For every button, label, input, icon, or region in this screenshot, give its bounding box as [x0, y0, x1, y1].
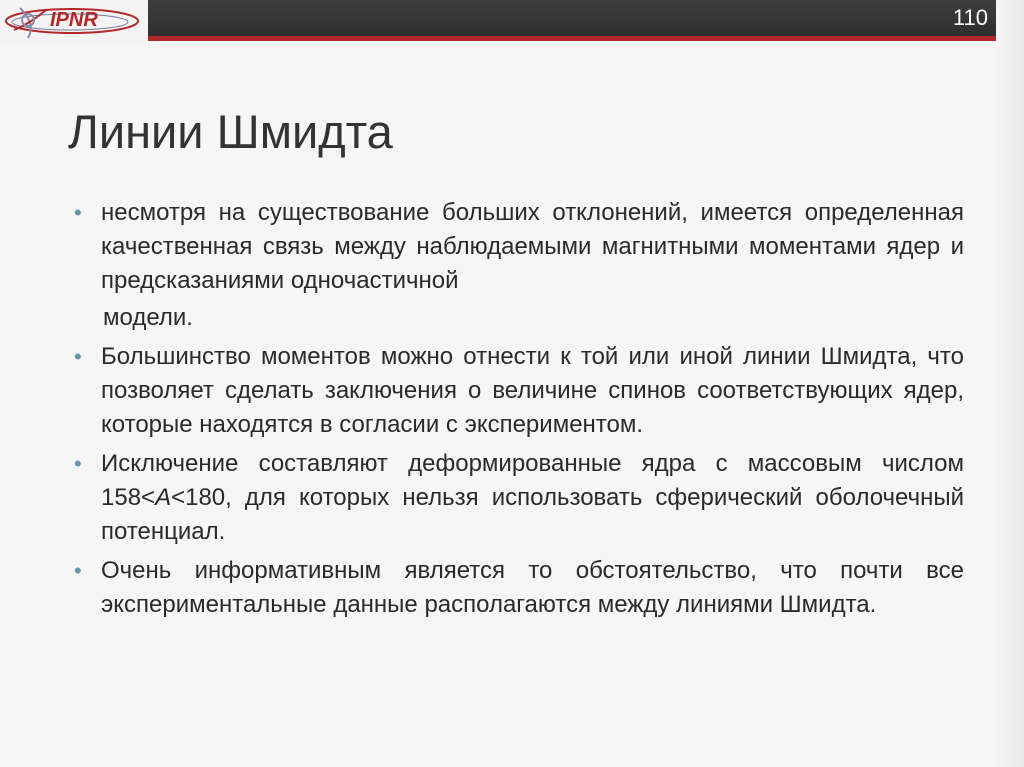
bullet-text: Большинство моментов можно отнести к той или иной линии Шмидта, что позволяет сделать заключения о величине спинов соответствующих ядер, которые находятся в согласии с экспериментом. [101, 343, 964, 438]
bullet-dot-icon: • [74, 451, 82, 476]
header-bar [148, 0, 996, 36]
bullet-item-4 [74, 554, 964, 622]
bullet-item-2 [74, 340, 964, 442]
bullet-text-before: Исключение составляют деформированные ядра с массовым числом 158< [101, 450, 964, 511]
header-accent-line [148, 36, 996, 41]
bullet-dot-icon: • [74, 558, 82, 583]
bullet-continuation: модели. [103, 304, 193, 331]
logo-icon [0, 0, 148, 42]
bullet-text: Очень информативным является то обстоятельство, что почти все экспериментальные данные располагаются между линиями Шмидта. [101, 557, 964, 618]
bullet-text-after: <180, для которых нельзя использовать сферический оболочечный потенциал. [101, 484, 964, 545]
logo-text: IPNR [50, 9, 98, 31]
bullet-item-1 [74, 196, 964, 335]
slide-title: Линии Шмидта [68, 105, 393, 158]
bullet-dot-icon: • [74, 200, 82, 225]
bullet-item-3 [74, 447, 964, 549]
bullet-dot-icon: • [74, 344, 82, 369]
bullet-list [74, 196, 964, 627]
logo [0, 0, 148, 42]
bullet-text: несмотря на существование больших отклонений, имеется определенная качественная связь между наблюдаемыми магнитными моментами ядер и предсказаниями одночастичной [101, 199, 964, 294]
bullet-italic-symbol: A [155, 484, 172, 511]
page-number: 110 [952, 5, 988, 30]
right-edge-shadow [996, 0, 1024, 767]
